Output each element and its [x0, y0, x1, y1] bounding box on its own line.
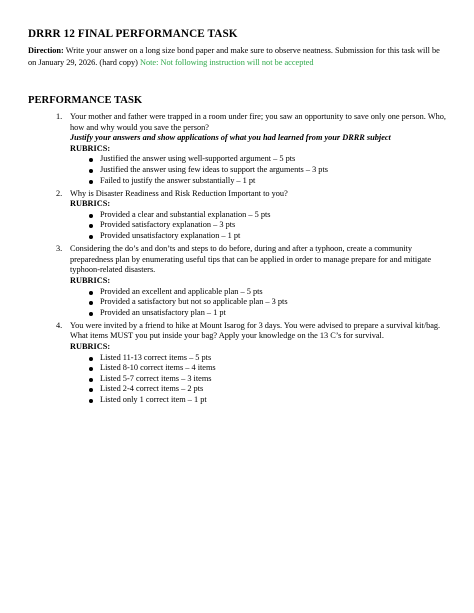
- bullet-icon: [89, 312, 93, 316]
- document-title: DRRR 12 FINAL PERFORMANCE TASK: [28, 28, 238, 40]
- bullet-icon: [89, 388, 93, 392]
- bullet-icon: [89, 301, 93, 305]
- section-title: PERFORMANCE TASK: [28, 95, 143, 106]
- rubric-text: Provided an excellent and applicable plan – 5 pts: [100, 286, 263, 296]
- rubric-item: [70, 154, 448, 165]
- task-number: 1.: [56, 112, 63, 121]
- task-number: 3.: [56, 244, 63, 254]
- task-question: Your mother and father were trapped in a room under fire; you saw an opportunity to save only one person. Who, how and why would you save the person?: [70, 112, 446, 132]
- rubric-text: Provided a satisfactory but not so applicable plan – 3 pts: [100, 297, 288, 307]
- task-question: Considering the do’s and don’ts and steps to do before, during and after a typhoon, create a community preparedness plan by enumerating useful tips that can be applied in order to manage prepare for and mitigate typhoon-related disasters.: [70, 244, 432, 275]
- rubric-list: [70, 353, 448, 406]
- task-question: You were invited by a friend to hike at Mount Isarog for 3 days. You were advised to prepare a survival kit/bag. What items MUST you put inside your bag? Apply your knowledge on the 13 C’s for survival.: [70, 320, 441, 341]
- rubric-text: Listed only 1 correct item – 1 pt: [100, 394, 207, 404]
- task-item: [44, 321, 448, 406]
- bullet-icon: [89, 367, 93, 371]
- task-item: [44, 244, 448, 318]
- bullet-icon: [89, 224, 93, 228]
- rubrics-label: RUBRICS:: [70, 199, 111, 209]
- rubric-list: [70, 210, 448, 242]
- rubric-item: [70, 297, 448, 308]
- rubric-text: Listed 8-10 correct items – 4 items: [100, 363, 216, 373]
- rubric-item: [70, 210, 448, 221]
- task-emphasis: Justify your answers and show applications of what you had learned from your DRRR subject: [70, 133, 391, 143]
- bullet-icon: [89, 214, 93, 218]
- rubric-text: Provided an unsatisfactory plan – 1 pt: [100, 307, 226, 317]
- bullet-icon: [89, 378, 93, 382]
- rubrics-label: RUBRICS:: [70, 275, 111, 285]
- task-question: Why is Disaster Readiness and Risk Reduction Important to you?: [70, 188, 288, 198]
- task-item: [44, 112, 448, 186]
- rubrics-label: RUBRICS:: [70, 143, 111, 153]
- rubric-item: [70, 374, 448, 385]
- task-item: [44, 189, 448, 242]
- rubric-item: [70, 363, 448, 374]
- direction-note: Note: Not following instruction will not be accepted: [139, 58, 314, 67]
- rubric-item: [70, 220, 448, 231]
- task-number: 2.: [56, 188, 63, 198]
- rubric-text: Provided unsatisfactory explanation – 1 pt: [100, 231, 241, 241]
- rubric-text: Listed 11-13 correct items – 5 pts: [100, 352, 212, 362]
- rubric-item: [70, 308, 448, 319]
- rubric-list: [70, 287, 448, 319]
- rubric-text: Listed 5-7 correct items – 3 items: [100, 373, 212, 383]
- rubric-item: [70, 231, 448, 242]
- rubric-text: Listed 2-4 correct items – 2 pts: [100, 384, 204, 394]
- rubric-item: [70, 353, 448, 364]
- rubric-item: [70, 287, 448, 298]
- rubric-text: Provided a clear and substantial explanation – 5 pts: [100, 209, 271, 219]
- rubric-text: Justified the answer using well-supported argument – 5 pts: [100, 154, 296, 164]
- bullet-icon: [89, 399, 93, 403]
- rubric-item: [70, 176, 448, 187]
- direction-label: Direction:: [28, 46, 64, 55]
- direction-paragraph: [28, 45, 450, 69]
- rubric-text: Failed to justify the answer substantially – 1 pt: [100, 175, 256, 185]
- bullet-icon: [89, 158, 93, 162]
- task-list: [44, 112, 448, 408]
- bullet-icon: [89, 169, 93, 173]
- rubrics-label: RUBRICS:: [70, 341, 111, 351]
- rubric-item: [70, 165, 448, 176]
- rubric-item: [70, 384, 448, 395]
- bullet-icon: [89, 180, 93, 184]
- rubric-list: [70, 154, 448, 186]
- bullet-icon: [89, 291, 93, 295]
- bullet-icon: [89, 357, 93, 361]
- bullet-icon: [89, 235, 93, 239]
- rubric-item: [70, 395, 448, 406]
- task-number: 4.: [56, 320, 63, 330]
- rubric-text: Provided satisfactory explanation – 3 pts: [100, 220, 236, 230]
- rubric-text: Justified the answer using few ideas to support the arguments – 3 pts: [100, 164, 328, 174]
- direction-text: Write your answer on a long size bond paper and make sure to observe neatness. Submission for this task will be on January 29, 2026. (hard copy): [28, 46, 440, 67]
